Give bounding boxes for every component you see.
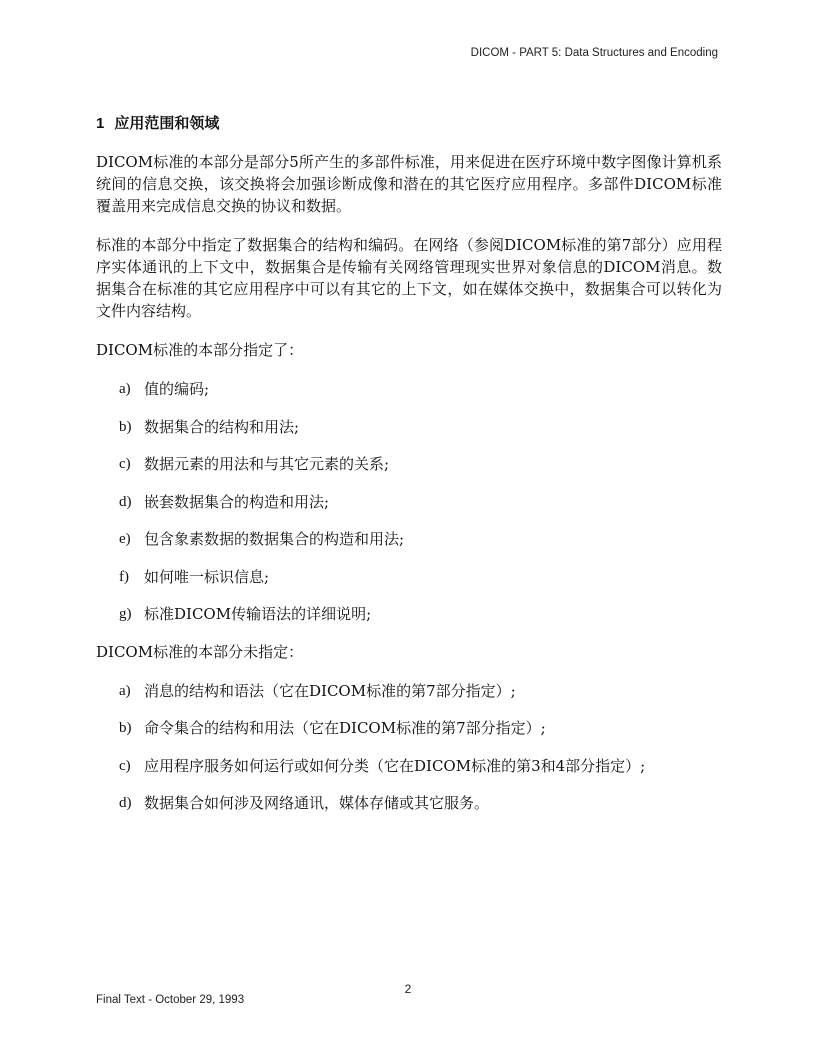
list-marker: d) bbox=[119, 795, 132, 811]
list-item-text: 消息的结构和语法（它在DICOM标准的第7部分指定）; bbox=[144, 681, 516, 700]
list-item-text: 数据集合如何涉及网络通讯，媒体存储或其它服务。 bbox=[144, 794, 490, 812]
list-marker: g) bbox=[119, 606, 132, 622]
list-item bbox=[119, 755, 722, 777]
list-item-text: 嵌套数据集合的构造和用法; bbox=[144, 492, 330, 511]
list-marker: a) bbox=[119, 682, 131, 699]
paragraph-intro: DICOM标准的本部分是部分5所产生的多部件标准，用来促进在医疗环境中数字图像计算机系统间的信息交换，该交换将会加强诊断成像和潜在的其它医疗应用程序。多部件DICOM标准覆盖用来完成信息交换的协议和数据。 bbox=[96, 153, 722, 215]
list-item-text: 标准DICOM传输语法的详细说明; bbox=[144, 605, 372, 623]
list-marker: c) bbox=[119, 456, 131, 472]
list-item-text: 值的编码; bbox=[144, 380, 210, 398]
list-marker: b) bbox=[119, 720, 132, 736]
list-item-text: 包含象素数据的数据集合的构造和用法; bbox=[144, 530, 405, 548]
section-number: 1 bbox=[96, 115, 105, 132]
list-marker: b) bbox=[119, 418, 132, 435]
list-item bbox=[119, 717, 722, 739]
footer-text: Final Text - October 29, 1993 bbox=[96, 994, 245, 1006]
specified-list bbox=[96, 378, 722, 625]
section-heading bbox=[96, 112, 722, 133]
paragraph-specified-intro: DICOM标准的本部分指定了： bbox=[96, 341, 304, 359]
list-item bbox=[119, 491, 722, 513]
list-item bbox=[119, 603, 722, 625]
paragraph-structure: 标准的本部分中指定了数据集合的结构和编码。在网络（参阅DICOM标准的第7部分）应用程序实体通讯的上下文中，数据集合是传输有关网络管理现实世界对象信息的DICOM消息。数据集合在标准的其它应用程序中可以有其它的上下文，如在媒体交换中，数据集合可以转化为文件内容结构。 bbox=[96, 236, 722, 320]
list-item bbox=[119, 792, 722, 814]
section-title: 应用范围和领域 bbox=[114, 115, 220, 132]
list-item-text: 如何唯一标识信息; bbox=[144, 567, 270, 586]
list-marker: e) bbox=[119, 531, 131, 547]
list-item-text: 命令集合的结构和用法（它在DICOM标准的第7部分指定）; bbox=[144, 719, 546, 737]
list-item-text: 数据集合的结构和用法; bbox=[144, 417, 300, 436]
list-item-text: 应用程序服务如何运行或如何分类（它在DICOM标准的第3和4部分指定）; bbox=[144, 756, 646, 775]
list-item-text: 数据元素的用法和与其它元素的关系; bbox=[144, 455, 390, 473]
list-marker: a) bbox=[119, 381, 131, 397]
list-item bbox=[119, 528, 722, 550]
unspecified-list bbox=[96, 680, 722, 815]
list-marker: f) bbox=[119, 568, 129, 585]
list-item bbox=[119, 566, 722, 588]
running-header: DICOM - PART 5: Data Structures and Encoding bbox=[470, 47, 718, 59]
list-item bbox=[119, 378, 722, 400]
list-item bbox=[119, 416, 722, 438]
paragraph-unspecified-intro: DICOM标准的本部分未指定： bbox=[96, 642, 304, 661]
list-marker: d) bbox=[119, 493, 132, 510]
list-item bbox=[119, 453, 722, 475]
list-marker: c) bbox=[119, 757, 131, 774]
page-number: 2 bbox=[404, 982, 412, 996]
list-item bbox=[119, 680, 722, 702]
page-content bbox=[96, 112, 722, 830]
